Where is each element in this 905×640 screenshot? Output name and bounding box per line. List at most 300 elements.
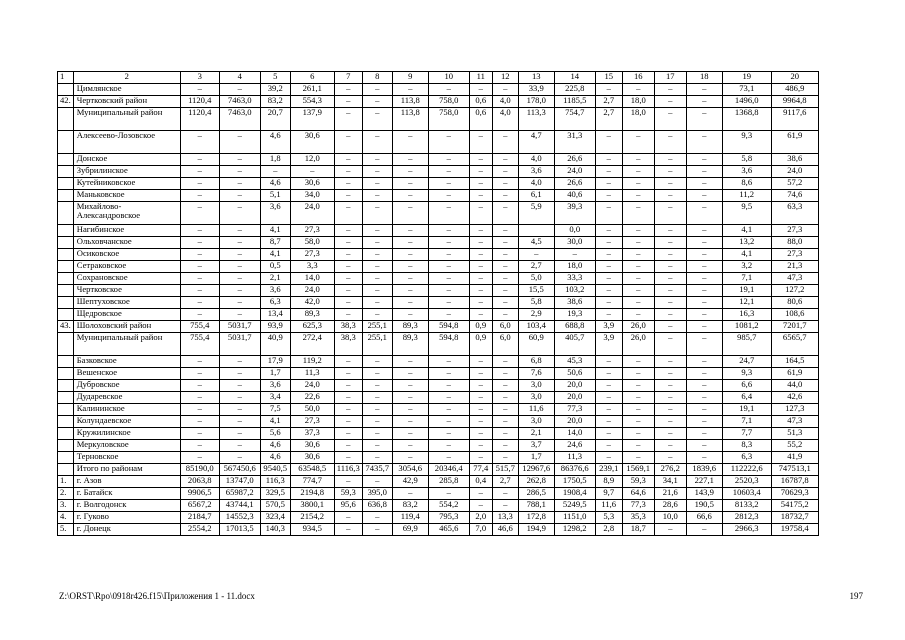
- value-cell: –: [362, 524, 392, 536]
- table-row: [58, 488, 819, 500]
- table-row: [58, 178, 819, 190]
- value-cell: –: [595, 131, 622, 154]
- value-cell: –: [686, 190, 722, 202]
- value-cell: –: [654, 428, 686, 440]
- value-cell: –: [686, 285, 722, 297]
- row-name-cell: Дубровское: [73, 380, 180, 392]
- value-cell: –: [428, 392, 469, 404]
- value-cell: 5031,7: [219, 333, 260, 356]
- value-cell: –: [654, 108, 686, 131]
- value-cell: 21,6: [654, 488, 686, 500]
- value-cell: –: [392, 154, 428, 166]
- value-cell: 395,0: [362, 488, 392, 500]
- value-cell: –: [469, 202, 492, 225]
- value-cell: 2,7: [595, 96, 622, 108]
- value-cell: 2554,2: [180, 524, 219, 536]
- value-cell: –: [334, 368, 362, 380]
- value-cell: –: [428, 368, 469, 380]
- row-number-cell: [58, 261, 74, 273]
- value-cell: –: [469, 237, 492, 249]
- header-cell: 4: [219, 72, 260, 84]
- value-cell: 58,0: [290, 237, 334, 249]
- value-cell: 758,0: [428, 96, 469, 108]
- value-cell: –: [428, 261, 469, 273]
- table-row: [58, 392, 819, 404]
- file-path: Z:\ORST\Rpo\0918r426.f15\Приложения 1 - 11.docx: [59, 591, 255, 601]
- value-cell: –: [469, 356, 492, 368]
- header-cell: 7: [334, 72, 362, 84]
- value-cell: 190,5: [686, 500, 722, 512]
- value-cell: 7,6: [518, 368, 554, 380]
- value-cell: 5,0: [518, 273, 554, 285]
- value-cell: –: [622, 380, 654, 392]
- row-name-cell: г. Гуково: [73, 512, 180, 524]
- value-cell: –: [362, 249, 392, 261]
- value-cell: 4,0: [518, 178, 554, 190]
- value-cell: –: [219, 166, 260, 178]
- value-cell: –: [686, 524, 722, 536]
- value-cell: –: [654, 404, 686, 416]
- value-cell: –: [392, 202, 428, 225]
- value-cell: 405,7: [554, 333, 595, 356]
- value-cell: 22,6: [290, 392, 334, 404]
- value-cell: –: [654, 84, 686, 96]
- value-cell: –: [469, 297, 492, 309]
- value-cell: 11,3: [290, 368, 334, 380]
- value-cell: –: [219, 368, 260, 380]
- value-cell: –: [492, 131, 518, 154]
- value-cell: –: [392, 356, 428, 368]
- value-cell: 1120,4: [180, 96, 219, 108]
- row-number-cell: [58, 297, 74, 309]
- value-cell: –: [595, 261, 622, 273]
- value-cell: 3,9: [595, 321, 622, 333]
- value-cell: 636,8: [362, 500, 392, 512]
- value-cell: 24,0: [771, 166, 818, 178]
- value-cell: –: [428, 154, 469, 166]
- value-cell: 50,6: [554, 368, 595, 380]
- value-cell: –: [686, 166, 722, 178]
- value-cell: 9,3: [722, 131, 771, 154]
- row-name-cell: Маньковское: [73, 190, 180, 202]
- row-name-cell: Нагибинское: [73, 225, 180, 237]
- value-cell: –: [492, 261, 518, 273]
- value-cell: 18,0: [554, 261, 595, 273]
- value-cell: –: [428, 273, 469, 285]
- value-cell: –: [469, 416, 492, 428]
- value-cell: –: [595, 190, 622, 202]
- table-body: [58, 84, 819, 536]
- row-name-cell: Меркуловское: [73, 440, 180, 452]
- value-cell: 89,3: [392, 321, 428, 333]
- value-cell: –: [362, 356, 392, 368]
- value-cell: 2812,3: [722, 512, 771, 524]
- header-cell: 5: [260, 72, 290, 84]
- value-cell: –: [654, 356, 686, 368]
- value-cell: –: [334, 202, 362, 225]
- value-cell: –: [219, 84, 260, 96]
- value-cell: –: [219, 225, 260, 237]
- row-number-cell: 3.: [58, 500, 74, 512]
- value-cell: 7463,0: [219, 96, 260, 108]
- header-cell: 20: [771, 72, 818, 84]
- value-cell: –: [654, 154, 686, 166]
- value-cell: 178,0: [518, 96, 554, 108]
- value-cell: –: [392, 285, 428, 297]
- value-cell: –: [428, 452, 469, 464]
- table-row: [58, 464, 819, 476]
- value-cell: 18,7: [622, 524, 654, 536]
- header-cell: 16: [622, 72, 654, 84]
- value-cell: –: [492, 309, 518, 321]
- value-cell: –: [686, 297, 722, 309]
- value-cell: –: [595, 249, 622, 261]
- table-row: [58, 380, 819, 392]
- value-cell: 63548,5: [290, 464, 334, 476]
- value-cell: 14,0: [290, 273, 334, 285]
- row-name-cell: Муниципальный район: [73, 333, 180, 356]
- value-cell: 7,5: [260, 404, 290, 416]
- value-cell: –: [492, 237, 518, 249]
- header-cell: 13: [518, 72, 554, 84]
- value-cell: –: [622, 404, 654, 416]
- value-cell: 89,3: [392, 333, 428, 356]
- table-row: [58, 356, 819, 368]
- value-cell: –: [654, 190, 686, 202]
- header-cell: 6: [290, 72, 334, 84]
- value-cell: 17,9: [260, 356, 290, 368]
- value-cell: 88,0: [771, 237, 818, 249]
- value-cell: –: [428, 202, 469, 225]
- table-row: [58, 154, 819, 166]
- value-cell: –: [392, 131, 428, 154]
- value-cell: –: [334, 428, 362, 440]
- value-cell: –: [334, 190, 362, 202]
- value-cell: –: [219, 452, 260, 464]
- table-row: [58, 285, 819, 297]
- value-cell: –: [428, 356, 469, 368]
- value-cell: –: [334, 273, 362, 285]
- value-cell: –: [362, 309, 392, 321]
- table-row: [58, 321, 819, 333]
- table-row: [58, 225, 819, 237]
- row-number-cell: [58, 380, 74, 392]
- value-cell: 93,9: [260, 321, 290, 333]
- row-number-cell: 2.: [58, 488, 74, 500]
- header-cell: 9: [392, 72, 428, 84]
- value-cell: –: [492, 249, 518, 261]
- value-cell: –: [362, 368, 392, 380]
- value-cell: 33,9: [518, 84, 554, 96]
- value-cell: 6565,7: [771, 333, 818, 356]
- value-cell: 2,1: [518, 428, 554, 440]
- value-cell: –: [428, 380, 469, 392]
- value-cell: 4,6: [260, 131, 290, 154]
- row-number-cell: [58, 166, 74, 178]
- value-cell: –: [492, 428, 518, 440]
- value-cell: 194,9: [518, 524, 554, 536]
- value-cell: –: [686, 392, 722, 404]
- row-number-cell: [58, 309, 74, 321]
- value-cell: 77,4: [469, 464, 492, 476]
- value-cell: 262,8: [518, 476, 554, 488]
- value-cell: 20,0: [554, 416, 595, 428]
- row-number-cell: [58, 428, 74, 440]
- value-cell: –: [219, 440, 260, 452]
- value-cell: –: [362, 154, 392, 166]
- value-cell: 30,6: [290, 131, 334, 154]
- row-number-cell: 5.: [58, 524, 74, 536]
- value-cell: –: [492, 368, 518, 380]
- value-cell: 239,1: [595, 464, 622, 476]
- value-cell: –: [362, 428, 392, 440]
- value-cell: 40,9: [260, 333, 290, 356]
- value-cell: 0,0: [554, 225, 595, 237]
- table-row: [58, 202, 819, 225]
- value-cell: –: [686, 84, 722, 96]
- value-cell: 116,3: [260, 476, 290, 488]
- value-cell: 40,6: [554, 190, 595, 202]
- row-number-cell: [58, 356, 74, 368]
- value-cell: 6,8: [518, 356, 554, 368]
- value-cell: 3,4: [260, 392, 290, 404]
- table-row: [58, 190, 819, 202]
- header-cell: 2: [73, 72, 180, 84]
- value-cell: 272,4: [290, 333, 334, 356]
- value-cell: 51,3: [771, 428, 818, 440]
- value-cell: 9,3: [722, 368, 771, 380]
- value-cell: –: [428, 178, 469, 190]
- value-cell: –: [595, 166, 622, 178]
- value-cell: –: [622, 261, 654, 273]
- value-cell: –: [428, 249, 469, 261]
- value-cell: 2,0: [469, 512, 492, 524]
- row-name-cell: Калининское: [73, 404, 180, 416]
- value-cell: –: [362, 261, 392, 273]
- value-cell: 2966,3: [722, 524, 771, 536]
- value-cell: –: [392, 416, 428, 428]
- value-cell: 3,0: [518, 380, 554, 392]
- value-cell: –: [219, 178, 260, 190]
- value-cell: –: [469, 285, 492, 297]
- value-cell: 5,3: [595, 512, 622, 524]
- value-cell: 95,6: [334, 500, 362, 512]
- value-cell: 567450,6: [219, 464, 260, 476]
- value-cell: –: [180, 249, 219, 261]
- value-cell: –: [180, 237, 219, 249]
- value-cell: –: [622, 190, 654, 202]
- value-cell: 4,0: [492, 108, 518, 131]
- row-number-cell: [58, 464, 74, 476]
- value-cell: 13,4: [260, 309, 290, 321]
- row-name-cell: Чертковское: [73, 285, 180, 297]
- table-row: [58, 84, 819, 96]
- value-cell: 276,2: [654, 464, 686, 476]
- value-cell: –: [622, 392, 654, 404]
- table-row: [58, 416, 819, 428]
- value-cell: 50,0: [290, 404, 334, 416]
- value-cell: 3,6: [260, 202, 290, 225]
- value-cell: 54175,2: [771, 500, 818, 512]
- value-cell: –: [334, 225, 362, 237]
- value-cell: –: [219, 273, 260, 285]
- value-cell: –: [686, 154, 722, 166]
- row-name-cell: Терновское: [73, 452, 180, 464]
- value-cell: 3,6: [518, 166, 554, 178]
- value-cell: –: [686, 273, 722, 285]
- value-cell: –: [654, 202, 686, 225]
- value-cell: –: [362, 416, 392, 428]
- table-row: [58, 309, 819, 321]
- value-cell: 127,3: [771, 404, 818, 416]
- header-cell: 10: [428, 72, 469, 84]
- row-number-cell: [58, 84, 74, 96]
- value-cell: –: [595, 440, 622, 452]
- value-cell: –: [180, 356, 219, 368]
- value-cell: 83,2: [260, 96, 290, 108]
- value-cell: –: [219, 261, 260, 273]
- value-cell: 1081,2: [722, 321, 771, 333]
- value-cell: –: [392, 237, 428, 249]
- value-cell: 754,7: [554, 108, 595, 131]
- row-name-cell: г. Донецк: [73, 524, 180, 536]
- value-cell: –: [219, 202, 260, 225]
- value-cell: 27,3: [771, 249, 818, 261]
- value-cell: 4,1: [260, 249, 290, 261]
- value-cell: –: [180, 202, 219, 225]
- value-cell: –: [686, 428, 722, 440]
- value-cell: –: [428, 440, 469, 452]
- value-cell: –: [392, 190, 428, 202]
- value-cell: 37,3: [290, 428, 334, 440]
- value-cell: 6,3: [260, 297, 290, 309]
- value-cell: –: [654, 96, 686, 108]
- value-cell: –: [428, 309, 469, 321]
- value-cell: –: [334, 297, 362, 309]
- value-cell: 13,3: [492, 512, 518, 524]
- value-cell: –: [595, 309, 622, 321]
- value-cell: –: [686, 416, 722, 428]
- value-cell: –: [334, 285, 362, 297]
- value-cell: –: [622, 237, 654, 249]
- value-cell: –: [469, 452, 492, 464]
- value-cell: –: [622, 154, 654, 166]
- value-cell: 19,1: [722, 285, 771, 297]
- value-cell: –: [180, 404, 219, 416]
- value-cell: –: [518, 249, 554, 261]
- value-cell: –: [334, 476, 362, 488]
- value-cell: 89,3: [290, 309, 334, 321]
- value-cell: –: [334, 131, 362, 154]
- value-cell: 3,0: [518, 416, 554, 428]
- value-cell: 11,6: [518, 404, 554, 416]
- row-number-cell: [58, 108, 74, 131]
- value-cell: 24,0: [290, 202, 334, 225]
- value-cell: 6,1: [518, 190, 554, 202]
- value-cell: –: [622, 297, 654, 309]
- value-cell: 5249,5: [554, 500, 595, 512]
- value-cell: –: [428, 237, 469, 249]
- value-cell: –: [554, 249, 595, 261]
- value-cell: 3800,1: [290, 500, 334, 512]
- value-cell: –: [492, 380, 518, 392]
- value-cell: 2,1: [260, 273, 290, 285]
- value-cell: 1185,5: [554, 96, 595, 108]
- value-cell: –: [595, 392, 622, 404]
- row-name-cell: Вешенское: [73, 368, 180, 380]
- value-cell: –: [428, 428, 469, 440]
- value-cell: –: [595, 428, 622, 440]
- value-cell: –: [219, 428, 260, 440]
- value-cell: –: [362, 476, 392, 488]
- value-cell: –: [362, 225, 392, 237]
- value-cell: –: [334, 309, 362, 321]
- row-number-cell: [58, 154, 74, 166]
- row-number-cell: [58, 440, 74, 452]
- value-cell: –: [362, 273, 392, 285]
- value-cell: 5,9: [518, 202, 554, 225]
- value-cell: 77,3: [622, 500, 654, 512]
- value-cell: 758,0: [428, 108, 469, 131]
- value-cell: 0,9: [469, 321, 492, 333]
- value-cell: 7,1: [722, 416, 771, 428]
- value-cell: 18,0: [622, 108, 654, 131]
- value-cell: –: [469, 225, 492, 237]
- row-name-cell: Шептуховское: [73, 297, 180, 309]
- row-name-cell: г. Азов: [73, 476, 180, 488]
- value-cell: –: [180, 428, 219, 440]
- value-cell: 14552,3: [219, 512, 260, 524]
- value-cell: –: [219, 297, 260, 309]
- value-cell: –: [180, 178, 219, 190]
- value-cell: –: [362, 237, 392, 249]
- value-cell: –: [469, 190, 492, 202]
- value-cell: –: [595, 202, 622, 225]
- value-cell: –: [622, 249, 654, 261]
- value-cell: –: [469, 249, 492, 261]
- table-row: [58, 500, 819, 512]
- value-cell: 554,3: [290, 96, 334, 108]
- value-cell: –: [595, 273, 622, 285]
- value-cell: –: [334, 416, 362, 428]
- value-cell: 625,3: [290, 321, 334, 333]
- value-cell: –: [392, 297, 428, 309]
- data-table: [57, 71, 819, 536]
- row-name-cell: Осиковское: [73, 249, 180, 261]
- value-cell: –: [622, 368, 654, 380]
- value-cell: 3,2: [722, 261, 771, 273]
- value-cell: –: [622, 309, 654, 321]
- value-cell: –: [622, 84, 654, 96]
- value-cell: –: [492, 404, 518, 416]
- header-cell: 17: [654, 72, 686, 84]
- value-cell: –: [622, 428, 654, 440]
- value-cell: –: [362, 440, 392, 452]
- value-cell: 7463,0: [219, 108, 260, 131]
- value-cell: –: [654, 392, 686, 404]
- value-cell: 103,4: [518, 321, 554, 333]
- value-cell: –: [654, 368, 686, 380]
- value-cell: 19,1: [722, 404, 771, 416]
- row-number-cell: [58, 202, 74, 225]
- value-cell: –: [686, 440, 722, 452]
- value-cell: –: [492, 416, 518, 428]
- row-number-cell: [58, 392, 74, 404]
- value-cell: 27,3: [771, 225, 818, 237]
- value-cell: 4,6: [260, 178, 290, 190]
- value-cell: –: [595, 237, 622, 249]
- value-cell: 42,6: [771, 392, 818, 404]
